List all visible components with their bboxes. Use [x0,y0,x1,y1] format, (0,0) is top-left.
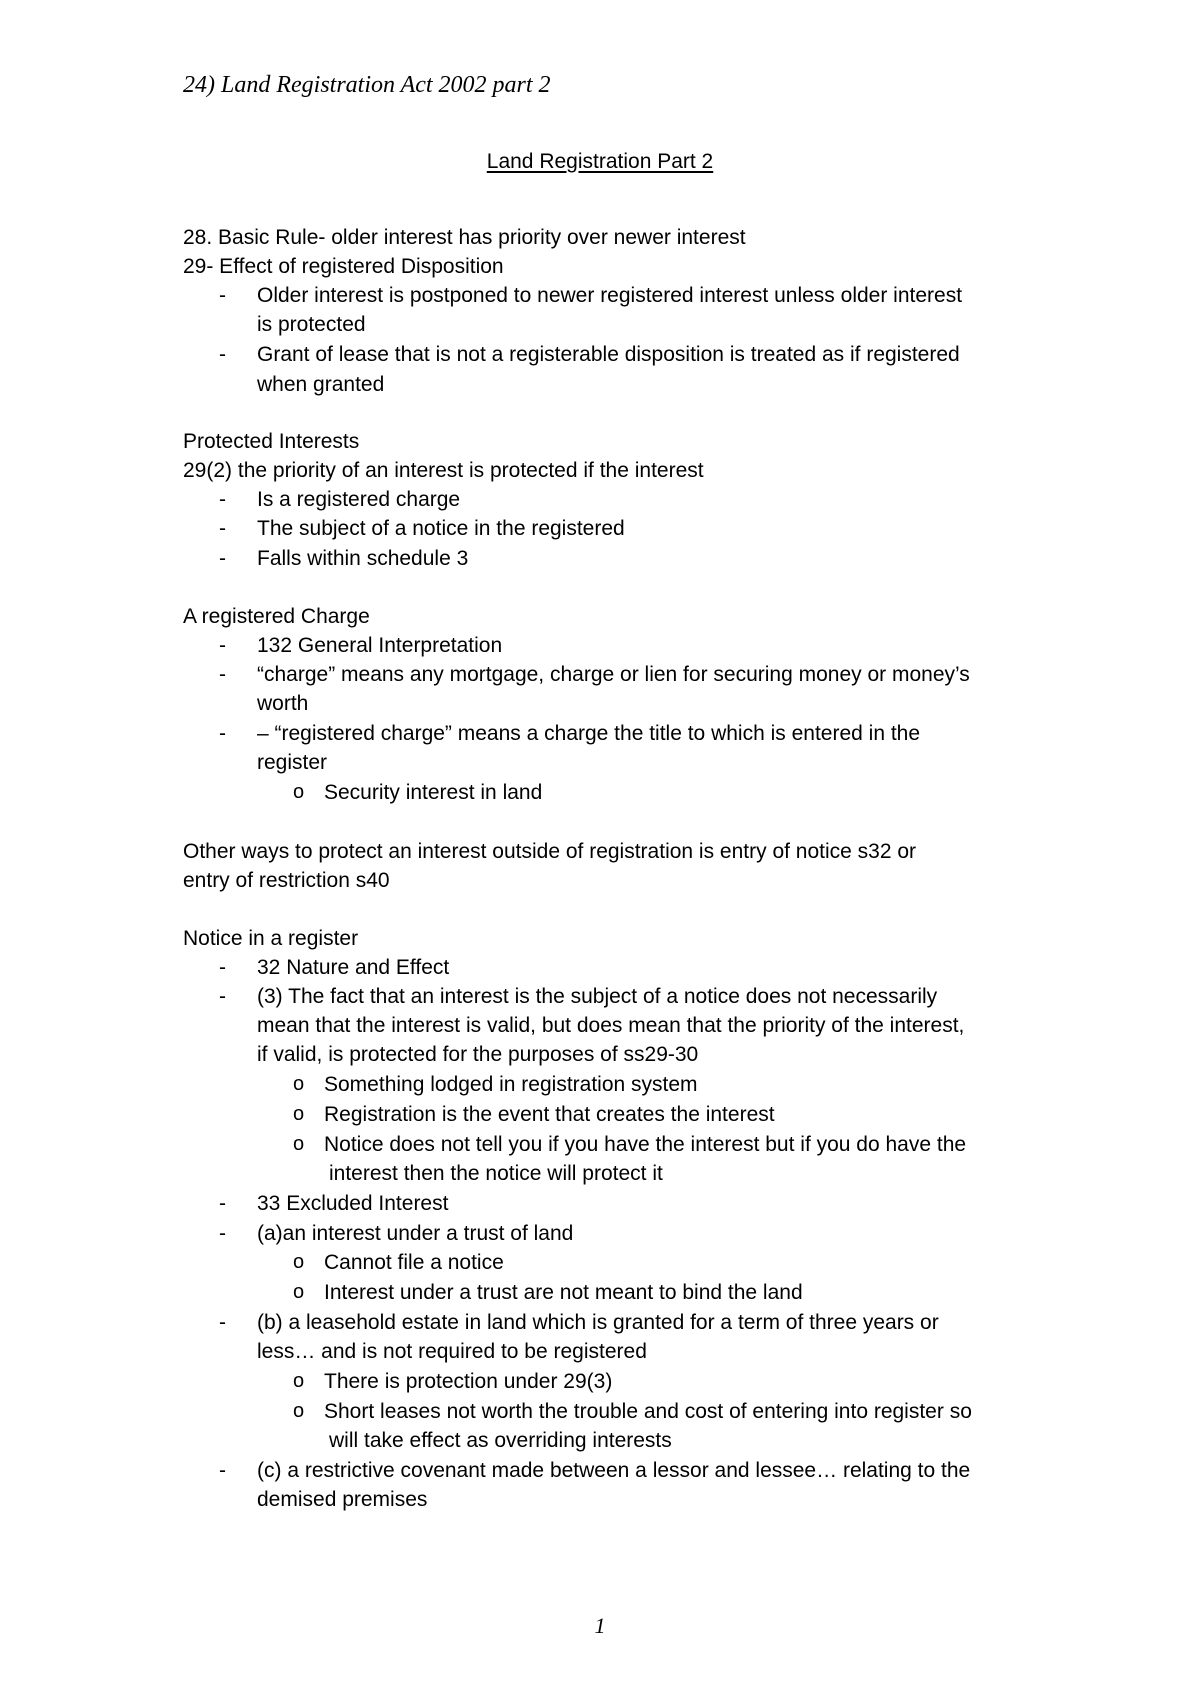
bullet-item: (b) a leasehold estate in land which is granted for a term of three years or [257,1311,939,1334]
sub-bullet-item: Cannot file a notice [324,1251,504,1274]
paragraph-line: Protected Interests [183,430,360,453]
sub-bullet-item: Something lodged in registration system [324,1073,698,1096]
sub-bullet-item: will take effect as overriding interests [329,1429,672,1452]
bullet-item: demised premises [257,1488,428,1511]
bullet-item: “charge” means any mortgage, charge or lien for securing money or money’s [257,663,970,686]
paragraph-line: A registered Charge [183,605,370,628]
bullet-item: (3) The fact that an interest is the subject of a notice does not necessarily [257,985,938,1008]
bullet-item: (c) a restrictive covenant made between a lessor and lessee… relating to the [257,1459,971,1482]
bullet-item: Is a registered charge [257,488,461,511]
dash-bullet-icon: - [219,634,226,657]
sub-bullet-item: There is protection under 29(3) [324,1370,613,1393]
bullet-item: Grant of lease that is not a registerable disposition is treated as if registered [257,343,960,366]
bullet-item: 132 General Interpretation [257,634,503,657]
bullet-item: when granted [257,373,385,396]
sub-bullet-item: Security interest in land [324,781,543,804]
dash-bullet-icon: - [219,1222,226,1245]
dash-bullet-icon: - [219,284,226,307]
circle-bullet-icon: o [293,781,305,803]
sub-bullet-item: Short leases not worth the trouble and cost of entering into register so [324,1400,972,1423]
dash-bullet-icon: - [219,488,226,511]
paragraph-line: Other ways to protect an interest outside of registration is entry of notice s32 or [183,840,917,863]
bullet-item: less… and is not required to be registered [257,1340,647,1363]
paragraph-line: 29(2) the priority of an interest is protected if the interest [183,459,704,482]
paragraph-line: Notice in a register [183,927,359,950]
document-title: Land Registration Part 2 [486,150,714,173]
dash-bullet-icon: - [219,663,226,686]
bullet-item: 33 Excluded Interest [257,1192,449,1215]
sub-bullet-item: Registration is the event that creates the interest [324,1103,775,1126]
circle-bullet-icon: o [293,1400,305,1422]
circle-bullet-icon: o [293,1281,305,1303]
bullet-item: Older interest is postponed to newer registered interest unless older interest [257,284,963,307]
dash-bullet-icon: - [219,1311,226,1334]
circle-bullet-icon: o [293,1251,305,1273]
bullet-item: (a)an interest under a trust of land [257,1222,574,1245]
circle-bullet-icon: o [293,1103,305,1125]
dash-bullet-icon: - [219,1192,226,1215]
dash-bullet-icon: - [219,1459,226,1482]
paragraph-line: entry of restriction s40 [183,869,390,892]
bullet-item: – “registered charge” means a charge the title to which is entered in the [257,722,921,745]
bullet-item: Falls within schedule 3 [257,547,469,570]
paragraph-line: 29- Effect of registered Disposition [183,255,504,278]
bullet-item: The subject of a notice in the registered [257,517,625,540]
running-header: 24) Land Registration Act 2002 part 2 [183,72,551,98]
circle-bullet-icon: o [293,1133,305,1155]
dash-bullet-icon: - [219,517,226,540]
bullet-item: is protected [257,313,366,336]
sub-bullet-item: interest then the notice will protect it [329,1162,663,1185]
circle-bullet-icon: o [293,1073,305,1095]
dash-bullet-icon: - [219,547,226,570]
bullet-item: 32 Nature and Effect [257,956,450,979]
sub-bullet-item: Notice does not tell you if you have the interest but if you do have the [324,1133,967,1156]
sub-bullet-item: Interest under a trust are not meant to bind the land [324,1281,803,1304]
dash-bullet-icon: - [219,722,226,745]
dash-bullet-icon: - [219,985,226,1008]
bullet-item: if valid, is protected for the purposes of ss29-30 [257,1043,699,1066]
dash-bullet-icon: - [219,956,226,979]
paragraph-line: 28. Basic Rule- older interest has priority over newer interest [183,226,746,249]
bullet-item: mean that the interest is valid, but does mean that the priority of the interest, [257,1014,965,1037]
bullet-item: worth [257,692,309,715]
dash-bullet-icon: - [219,343,226,366]
page-number: 1 [594,1613,606,1638]
bullet-item: register [257,751,328,774]
circle-bullet-icon: o [293,1370,305,1392]
